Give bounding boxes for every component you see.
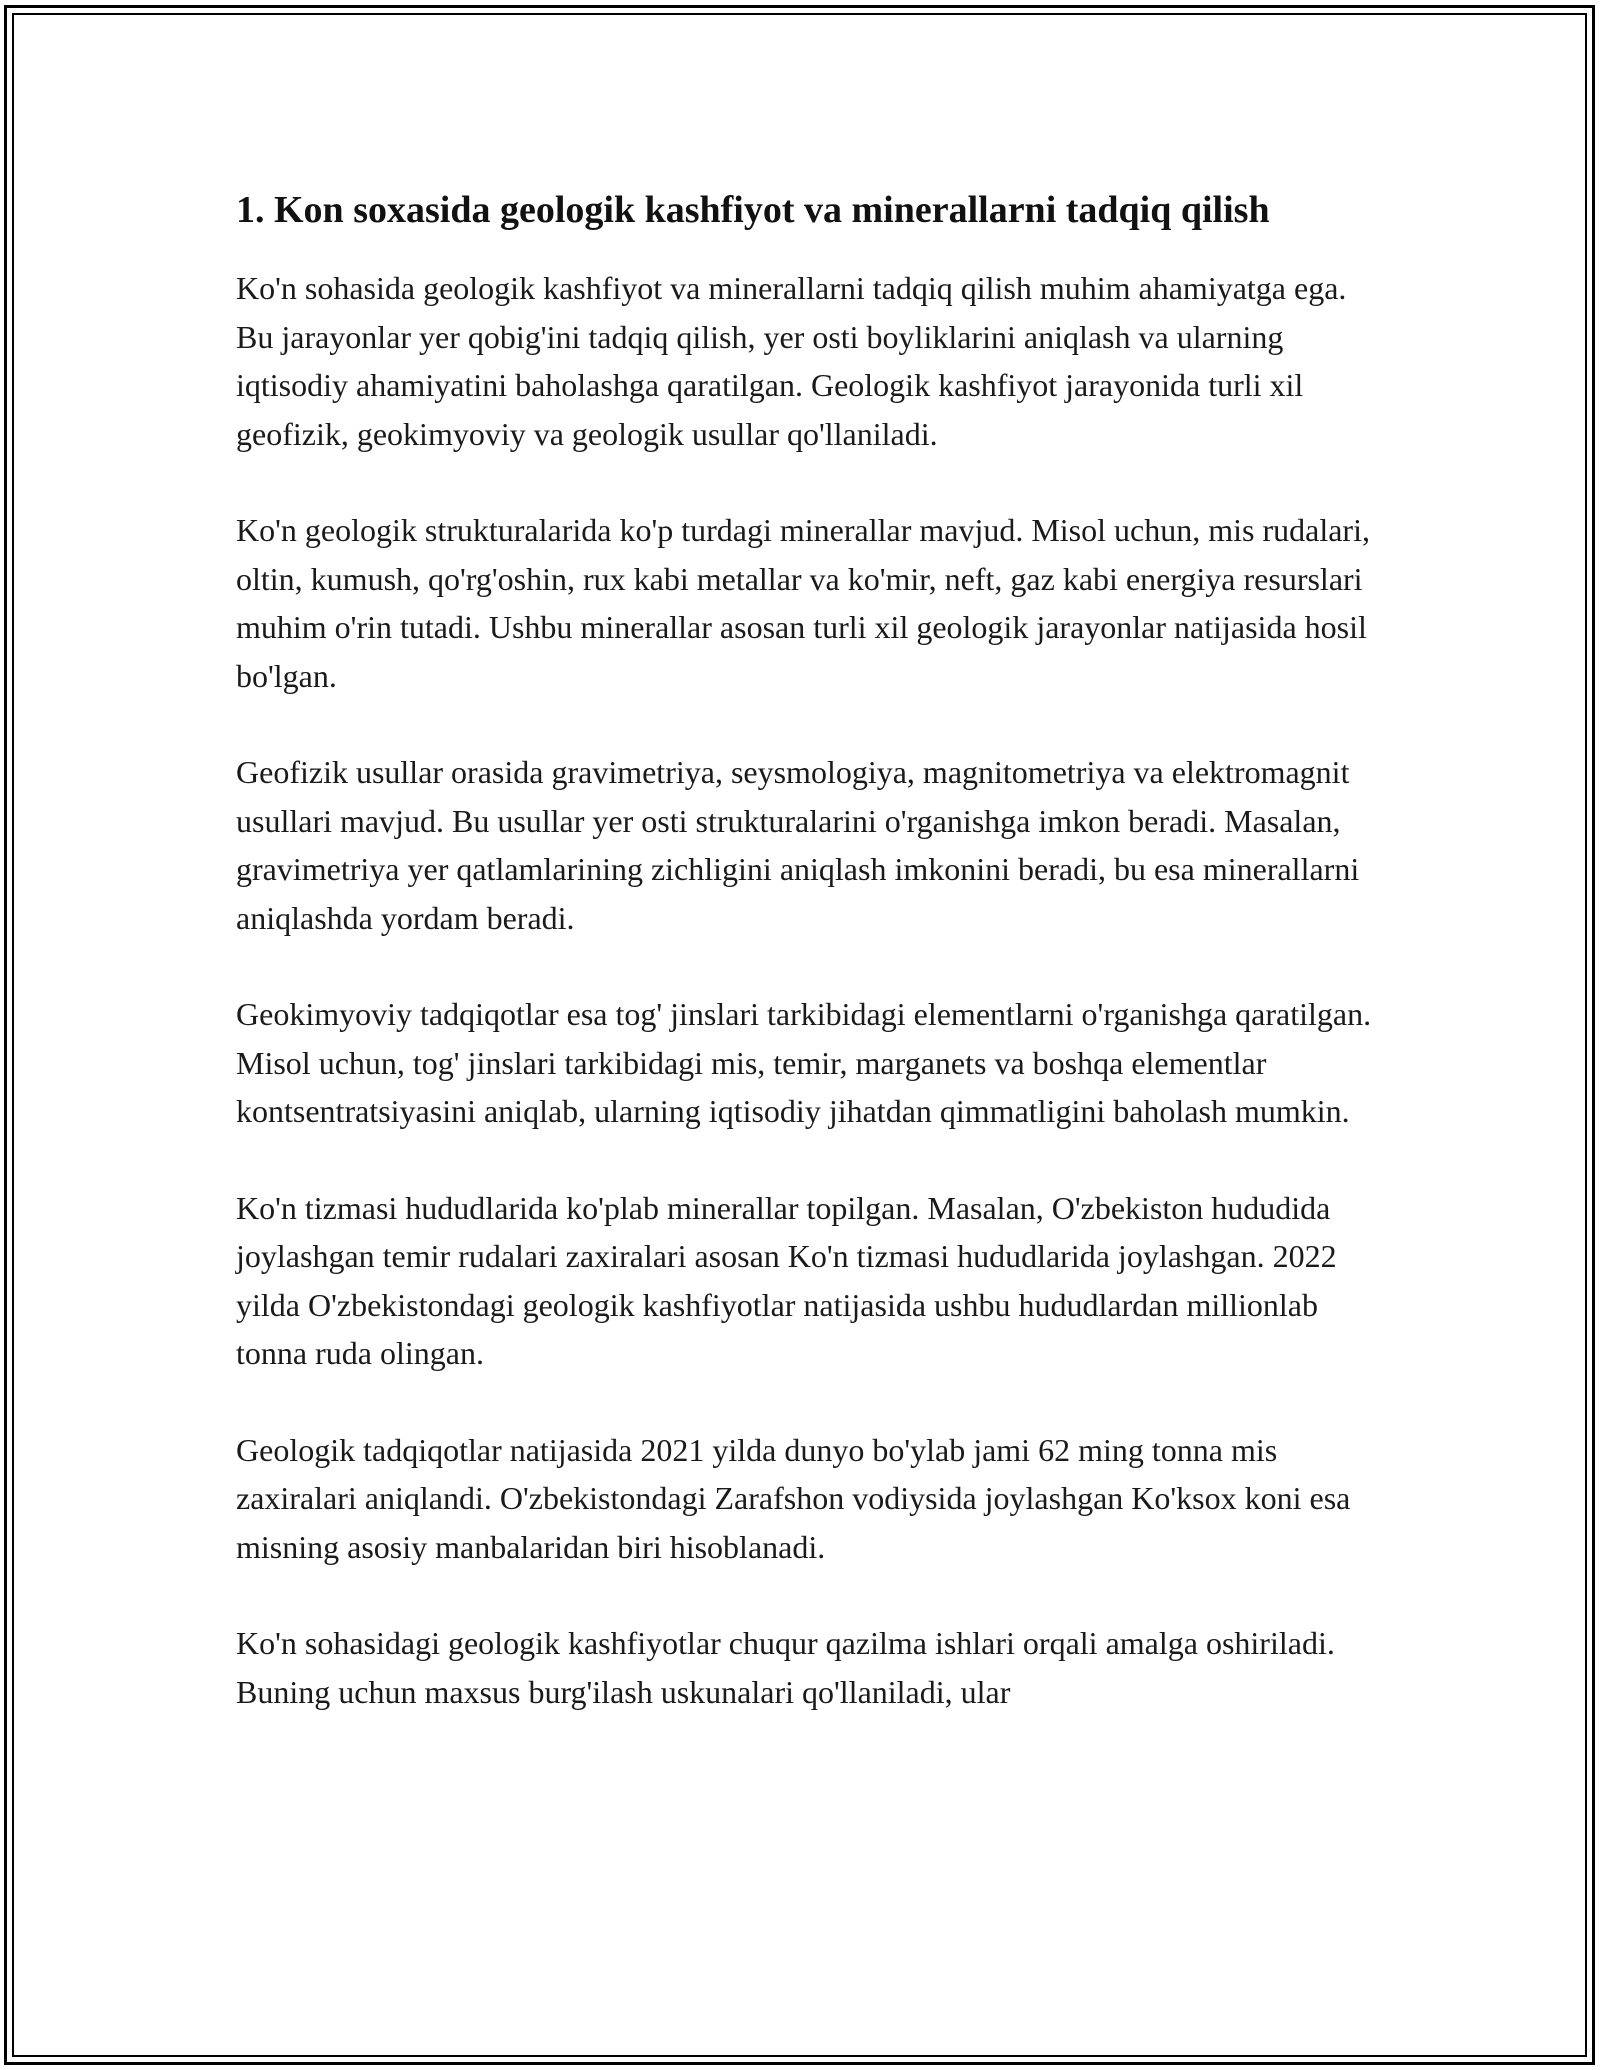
document-body bbox=[236, 183, 1376, 1764]
paragraph: Ko'n tizmasi hududlarida ko'plab minerallar topilgan. Masalan, O'zbekiston hududida joylashgan temir rudalari zaxiralari asosan Ko'n tizmasi hududlarida joylashgan. 2022 yilda O'zbekistondagi geologik kashfiyotlar natijasida ushbu hududlardan millionlab tonna ruda olingan. bbox=[236, 1189, 1337, 1371]
paragraph: Geologik tadqiqotlar natijasida 2021 yilda dunyo bo'ylab jami 62 ming tonna mis zaxiralari aniqlandi. O'zbekistondagi Zarafshon vodiysida joylashgan Ko'ksox koni esa misning asosiy manbalaridan biri hisoblanadi. bbox=[236, 1431, 1351, 1565]
paragraph: Ko'n geologik strukturalarida ko'p turdagi minerallar mavjud. Misol uchun, mis rudalari, oltin, kumush, qo'rg'oshin, rux kabi metallar va ko'mir, neft, gaz kabi energiya resurslari muhim o'rin tutadi. Ushbu minerallar asosan turli xil geologik jarayonlar natijasida hosil bo'lgan. bbox=[236, 512, 1370, 694]
paragraph: Geokimyoviy tadqiqotlar esa tog' jinslari tarkibidagi elementlarni o'rganishga qaratilgan. Misol uchun, tog' jinslari tarkibidagi mis, temir, marganets va boshqa elementlar kontsentratsiyasini aniqlab, ularning iqtisodiy jihatdan qimmatligini baholash mumkin. bbox=[236, 996, 1372, 1129]
paragraph: Ko'n sohasida geologik kashfiyot va minerallarni tadqiq qilish muhim ahamiyatga ega. Bu jarayonlar yer qobig'ini tadqiq qilish, yer osti boyliklarini aniqlash va ularning iqtisodiy ahamiyatini baholashga qaratilgan. Geologik kashfiyot jarayonida turli xil geofizik, geokimyoviy va geologik usullar qo'llaniladi. bbox=[236, 270, 1347, 452]
section-heading: 1. Kon soxasida geologik kashfiyot va minerallarni tadqiq qilish bbox=[236, 189, 1270, 231]
paragraph: Ko'n sohasidagi geologik kashfiyotlar chuqur qazilma ishlari orqali amalga oshiriladi. Buning uchun maxsus burg'ilash uskunalari qo'llaniladi, ular bbox=[236, 1625, 1335, 1710]
paragraph: Geofizik usullar orasida gravimetriya, seysmologiya, magnitometriya va elektromagnit usullari mavjud. Bu usullar yer osti strukturalarini o'rganishga imkon beradi. Masalan, gravimetriya yer qatlamlarining zichligini aniqlash imkonini beradi, bu esa minerallarni aniqlashda yordam beradi. bbox=[236, 754, 1360, 936]
